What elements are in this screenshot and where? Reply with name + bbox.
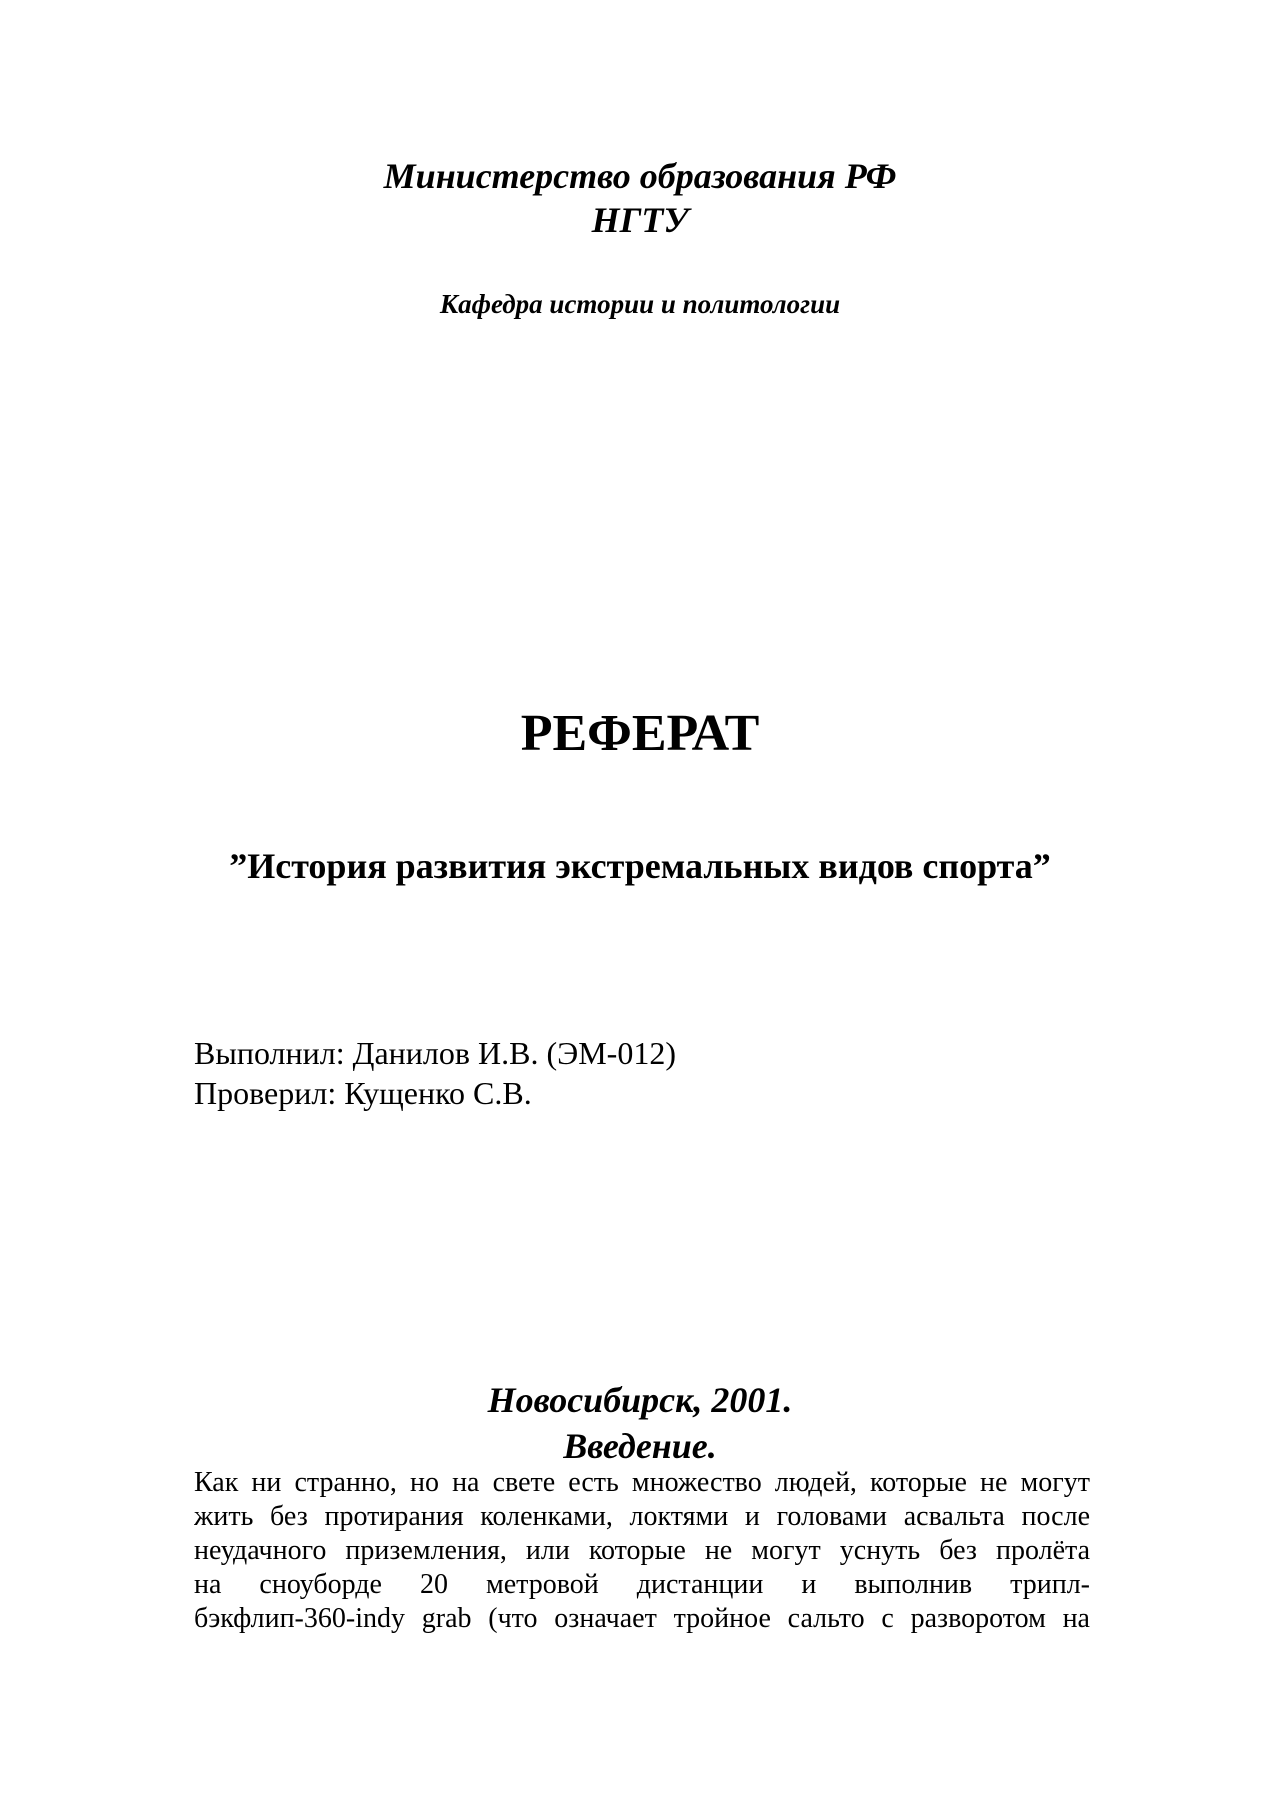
paragraph-line: бэкфлип-360-indy grab (что означает тройное сальто с разворотом на [194,1603,1090,1634]
introduction-heading: Введение. [563,1426,717,1466]
completed-by-line: Выполнил: Данилов И.В. (ЭМ-012) [194,1035,676,1071]
department-name: Кафедра истории и политологии [439,289,841,319]
author-block [194,1033,676,1113]
document-title: ”История развития экстремальных видов спорта” [229,846,1051,886]
paragraph-line: жить без протирания коленками, локтями и головами асвальта после [194,1501,1090,1532]
paragraph-line: неудачного приземления, или которые не могут уснуть без пролёта [194,1535,1090,1566]
checked-by-line: Проверил: Кущенко С.В. [194,1075,532,1111]
document-type-heading: РЕФЕРАТ [520,705,760,762]
university-name: НГТУ [591,200,689,240]
paragraph-line: Как ни странно, но на свете есть множество людей, которые не могут [194,1467,1090,1498]
introduction-paragraph [194,1466,1090,1636]
city-year: Новосибирск, 2001. [487,1380,793,1420]
paragraph-line: на сноуборде 20 метровой дистанции и выполнив трипл- [194,1569,1090,1600]
ministry-name: Министерство образования РФ [383,156,897,196]
